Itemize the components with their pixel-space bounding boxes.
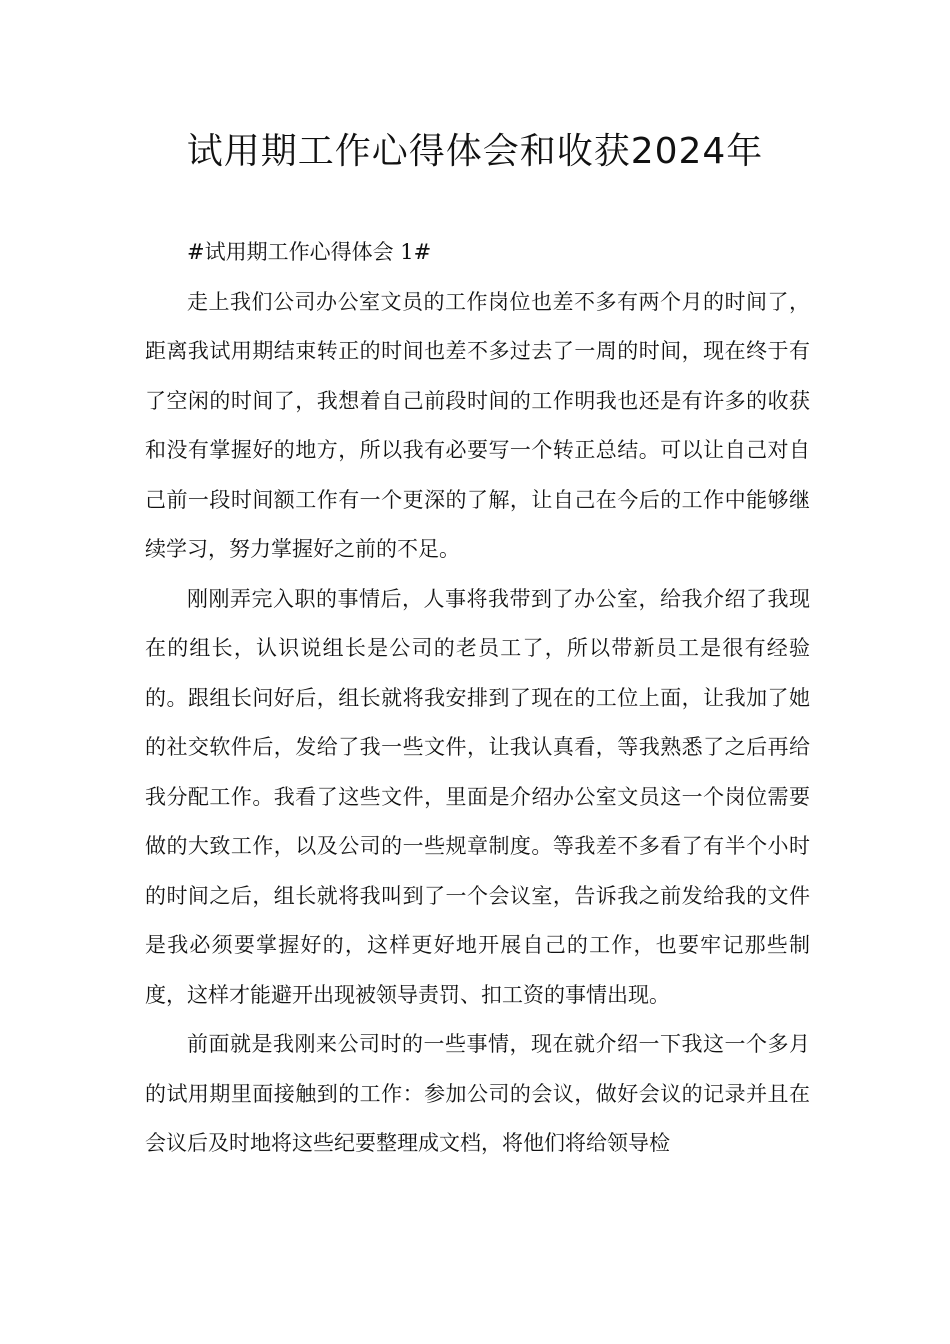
paragraph-1: 走上我们公司办公室文员的工作岗位也差不多有两个月的时间了，距离我试用期结束转正的时间也差不多过去了一周的时间，现在终于有了空闲的时间了，我想着自己前段时间的工作明我也还是有许多的收获和没有掌握好的地方，所以我有必要写一个转正总结。可以让自己对自己前一段时间额工作有一个更深的了解，让自己在今后的工作中能够继续学习，努力掌握好之前的不足。 <box>145 289 810 561</box>
paragraph-3: 前面就是我刚来公司时的一些事情，现在就介绍一下我这一个多月的试用期里面接触到的工作：参加公司的会议，做好会议的记录并且在会议后及时地将这些纪要整理成文档，将他们将给领导检 <box>145 1032 810 1155</box>
paragraph-2: 刚刚弄完入职的事情后，人事将我带到了办公室，给我介绍了我现在的组长，认识说组长是公司的老员工了，所以带新员工是很有经验的。跟组长问好后，组长就将我安排到了现在的工位上面，让我加了她的社交软件后，发给了我一些文件，让我认真看，等我熟悉了之后再给我分配工作。我看了这些文件，里面是介绍办公室文员这一个岗位需要做的大致工作，以及公司的一些规章制度。等我差不多看了有半个小时的时间之后，组长就将我叫到了一个会议室，告诉我之前发给我的文件是我必须要掌握好的，这样更好地开展自己的工作，也要牢记那些制度，这样才能避开出现被领导责罚、扣工资的事情出现。 <box>145 586 810 1007</box>
document-title: 试用期工作心得体会和收获2024年 <box>186 131 764 172</box>
document-body <box>145 228 810 1169</box>
section-heading: #试用期工作心得体会 1# <box>187 240 432 264</box>
